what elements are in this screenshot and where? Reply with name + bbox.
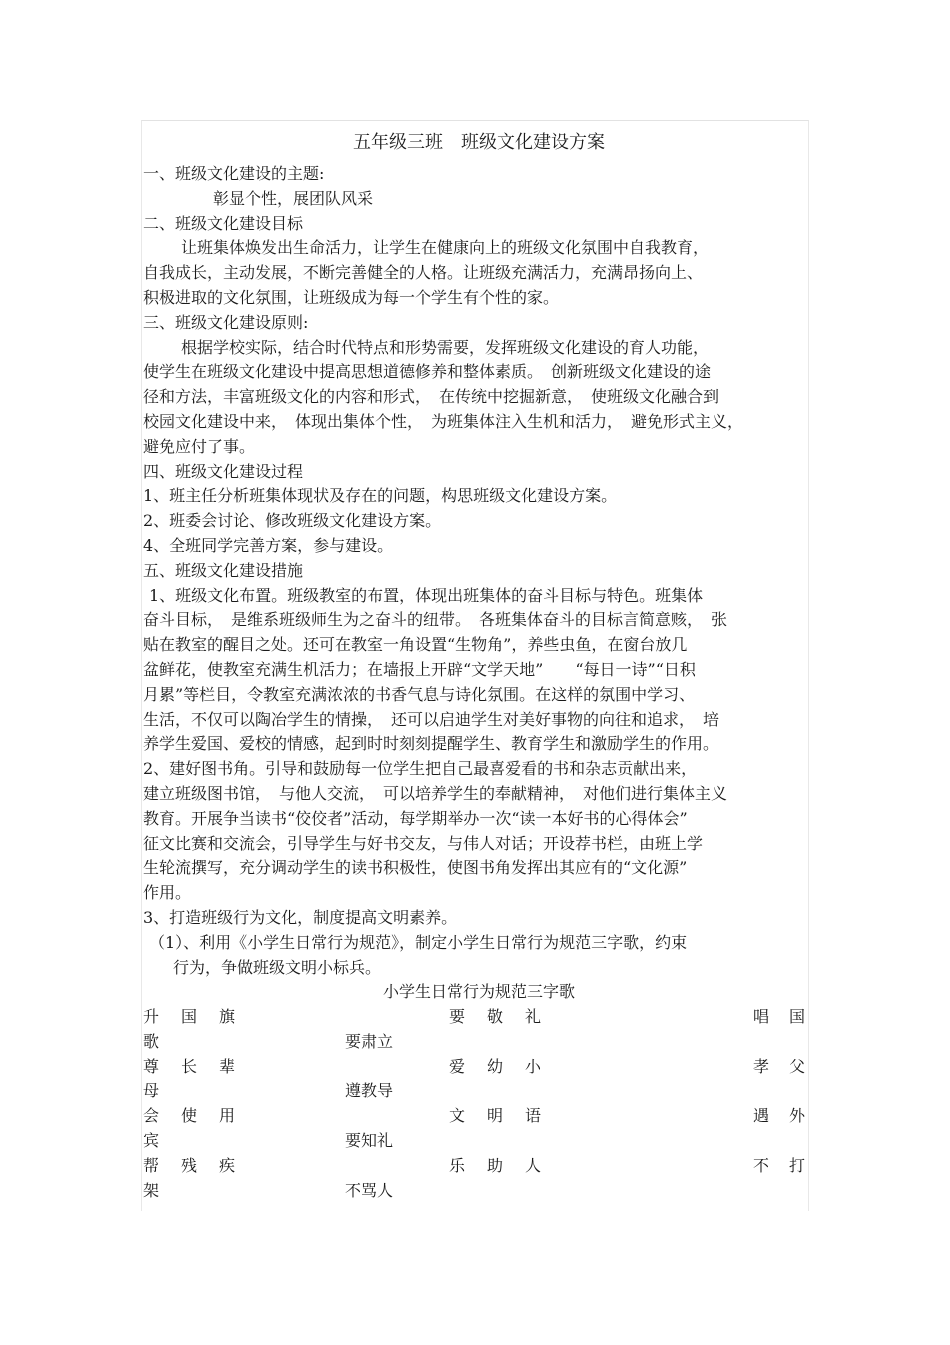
song-cell: 爱幼小	[449, 1056, 541, 1076]
document-body	[143, 128, 805, 1203]
process-item: 4、全班同学完善方案，参与建设。	[143, 535, 394, 555]
song-title: 小学生日常行为规范三字歌	[382, 982, 575, 1002]
principles-line: 根据学校实际，结合时代特点和形势需要，发挥班级文化建设的育人功能，	[181, 337, 710, 357]
song-cell: 帮残疾	[143, 1155, 235, 1175]
measures-p1-line: 养学生爱国、爱校的情感，起到时时刻刻提醒学生、教育学生和激励学生的作用。	[143, 734, 720, 754]
song-row	[143, 1154, 805, 1204]
principles-line: 径和方法，丰富班级文化的内容和形式， 在传统中挖掘新意， 使班级文化融合到	[143, 387, 720, 407]
song-row	[143, 1104, 805, 1154]
section-heading-goals: 二、班级文化建设目标	[143, 213, 304, 233]
principles-line: 使学生在班级文化建设中提高思想道德修养和整体素质。 创新班级文化建设的途	[143, 362, 712, 382]
measures-p1-line: 月累”等栏目，令教室充满浓浓的书香气息与诗化氛围。在这样的氛围中学习、	[143, 684, 696, 704]
song-cell: 孝父	[753, 1056, 805, 1076]
song-cell: 歌	[143, 1031, 160, 1051]
measures-p1-line: 生活，不仅可以陶冶学生的情操， 还可以启迪学生对美好事物的向往和追求， 培	[143, 709, 720, 729]
principles-line: 避免应付了事。	[143, 436, 256, 456]
measures-p3-sub-line: 行为，争做班级文明小标兵。	[173, 957, 382, 977]
principles-line: 校园文化建设中来， 体现出集体个性， 为班集体注入生机和活力， 避免形式主义，	[143, 411, 744, 431]
song-cell: 唱国	[753, 1007, 805, 1027]
song-cell: 会使用	[143, 1106, 235, 1126]
goals-line: 自我成长，主动发展，不断完善健全的人格。让班级充满活力，充满昂扬向上、	[143, 263, 704, 283]
measures-p2-line: 征文比赛和交流会，引导学生与好书交友，与伟人对话；开设荐书栏，由班上学	[143, 833, 704, 853]
measures-p2-line: 教育。开展争当读书“佼佼者”活动，每学期举办一次“读一本好书的心得体会”	[143, 808, 688, 828]
song-row	[143, 1055, 805, 1105]
section-heading-theme: 一、班级文化建设的主题:	[143, 164, 325, 183]
song-cell: 母	[143, 1081, 160, 1101]
measures-p2-line: 建立班级图书馆， 与他人交流， 可以培养学生的奉献精神， 对他们进行集体主义	[143, 783, 728, 803]
measures-p1-line: 盆鲜花，使教室充满生机活力；在墙报上开辟“文学天地” “每日一诗”“日积	[143, 659, 696, 679]
process-item: 2、班委会讨论、修改班级文化建设方案。	[143, 511, 442, 531]
document-title: 五年级三班 班级文化建设方案	[353, 132, 605, 153]
measures-p1-line: 贴在教室的醒目之处。还可在教室一角设置“生物角”，养些虫鱼，在窗台放几	[143, 635, 688, 655]
section-heading-principles: 三、班级文化建设原则:	[143, 312, 309, 332]
song-cell: 要知礼	[345, 1131, 394, 1151]
song-cell: 宾	[143, 1131, 160, 1151]
song-row	[143, 1005, 805, 1055]
measures-p3-line: 3、打造班级行为文化，制度提高文明素养。	[143, 907, 458, 927]
measures-p1-line: 奋斗目标， 是维系班级师生为之奋斗的纽带。 各班集体奋斗的目标言简意赅， 张	[143, 610, 728, 630]
song-cell: 不骂人	[345, 1180, 394, 1200]
song-cell: 不打	[753, 1155, 805, 1175]
song-cell: 架	[143, 1180, 160, 1200]
section-heading-process: 四、班级文化建设过程	[143, 461, 304, 481]
process-item: 1、班主任分析班集体现状及存在的问题，构思班级文化建设方案。	[143, 486, 618, 506]
song-cell: 遇外	[753, 1106, 805, 1126]
section-heading-measures: 五、班级文化建设措施	[143, 560, 304, 580]
measures-p2-line: 2、建好图书角。引导和鼓励每一位学生把自己最喜爱看的书和杂志贡献出来，	[143, 759, 698, 779]
goals-line: 让班集体焕发出生命活力，让学生在健康向上的班级文化氛围中自我教育，	[181, 238, 710, 258]
song-cell: 要敬礼	[449, 1007, 541, 1027]
measures-p2-line: 作用。	[143, 883, 192, 903]
theme-text: 彰显个性，展团队风采	[213, 188, 374, 208]
song-cell: 升国旗	[143, 1007, 235, 1027]
song-cell: 尊长辈	[143, 1056, 235, 1076]
measures-p2-line: 生轮流撰写，充分调动学生的读书积极性，使图书角发挥出其应有的“文化源”	[143, 858, 688, 878]
song-cell: 乐助人	[449, 1155, 541, 1175]
measures-p3-sub-line: （1）、利用《小学生日常行为规范》，制定小学生日常行为规范三字歌，约束	[149, 932, 688, 952]
song-cell: 要肃立	[345, 1031, 394, 1051]
song-cell: 文明语	[449, 1106, 541, 1126]
measures-p1-line: 1、班级文化布置。班级教室的布置，体现出班集体的奋斗目标与特色。班集体	[149, 585, 704, 605]
song-cell: 遵教导	[345, 1081, 394, 1101]
goals-line: 积极进取的文化氛围，让班级成为每一个学生有个性的家。	[143, 287, 560, 307]
